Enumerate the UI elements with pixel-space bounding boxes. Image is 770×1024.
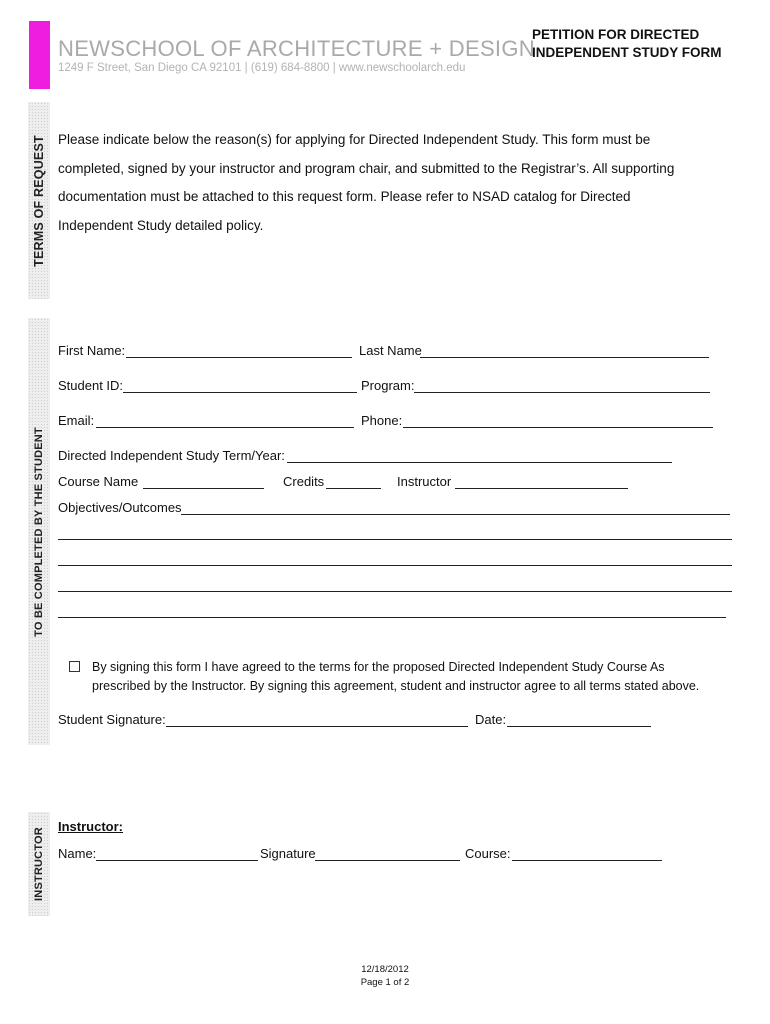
form-title <box>532 26 722 62</box>
first-name-field[interactable] <box>126 357 352 358</box>
form-title-line1: PETITION FOR DIRECTED <box>532 27 700 42</box>
terms-line: Please indicate below the reason(s) for applying for Directed Independent Study. This form must be <box>58 132 651 147</box>
term-year-field[interactable] <box>287 462 672 463</box>
terms-paragraph <box>58 126 674 240</box>
phone-field[interactable] <box>403 427 713 428</box>
phone-label: Phone: <box>361 413 403 428</box>
sidebar-label-instructor: INSTRUCTOR <box>33 827 45 901</box>
footer-page-number: Page 1 of 2 <box>360 977 410 988</box>
term-year-label: Directed Independent Study Term/Year: <box>58 448 285 463</box>
instructor-field[interactable] <box>455 488 628 489</box>
agreement-text-line1: By signing this form I have agreed to the terms for the proposed Directed Independent Study Course As <box>92 660 665 674</box>
course-name-field[interactable] <box>143 488 264 489</box>
instructor-heading: Instructor: <box>58 819 123 834</box>
program-field[interactable] <box>414 392 710 393</box>
agreement-text-line2: prescribed by the Instructor. By signing this agreement, student and instructor agree to all terms stated above. <box>92 679 700 693</box>
sidebar-student-section <box>28 318 50 745</box>
student-id-label: Student ID: <box>58 378 124 393</box>
terms-line: documentation must be attached to this request form. Please refer to NSAD catalog for Directed <box>58 189 631 204</box>
instructor-course-field[interactable] <box>512 860 662 861</box>
objectives-field[interactable] <box>181 514 730 515</box>
terms-line: completed, signed by your instructor and program chair, and submitted to the Registrar’s. All supporting <box>58 160 675 176</box>
last-name-label: Last Name <box>359 343 422 358</box>
last-name-field[interactable] <box>420 357 709 358</box>
course-name-label: Course Name <box>58 474 139 489</box>
form-title-line2: INDEPENDENT STUDY FORM <box>532 45 722 60</box>
sidebar-terms-of-request <box>28 102 50 299</box>
brand-color-bar <box>29 21 50 89</box>
instructor-name-field[interactable] <box>96 860 258 861</box>
instructor-signature-label: Signature <box>260 846 316 861</box>
first-name-label: First Name: <box>58 343 126 358</box>
agreement-checkbox[interactable] <box>69 661 80 672</box>
school-name: NEWSCHOOL OF ARCHITECTURE + DESIGN <box>58 36 535 61</box>
sidebar-label-terms: TERMS OF REQUEST <box>32 134 46 267</box>
footer-date: 12/18/2012 <box>361 964 409 975</box>
credits-field[interactable] <box>326 488 381 489</box>
instructor-signature-field[interactable] <box>315 860 460 861</box>
student-id-field[interactable] <box>123 392 357 393</box>
date-field[interactable] <box>507 726 651 727</box>
date-label: Date: <box>475 712 507 727</box>
program-label: Program: <box>361 378 415 393</box>
objectives-line[interactable] <box>58 539 732 540</box>
instructor-label: Instructor <box>397 474 452 489</box>
objectives-label: Objectives/Outcomes <box>58 500 182 515</box>
objectives-line[interactable] <box>58 617 726 618</box>
objectives-line[interactable] <box>58 591 732 592</box>
student-signature-label: Student Signature: <box>58 712 166 727</box>
school-address: 1249 F Street, San Diego CA 92101 | (619) 684-8800 | www.newschoolarch.edu <box>58 62 466 74</box>
sidebar-instructor-section <box>28 812 50 916</box>
sidebar-label-student: TO BE COMPLETED BY THE STUDENT <box>33 426 45 637</box>
instructor-course-label: Course: <box>465 846 511 861</box>
objectives-line[interactable] <box>58 565 732 566</box>
terms-line: Independent Study detailed policy. <box>58 217 264 233</box>
email-label: Email: <box>58 413 95 428</box>
instructor-name-label: Name: <box>58 846 97 861</box>
credits-label: Credits <box>283 474 325 489</box>
student-signature-field[interactable] <box>166 726 468 727</box>
email-field[interactable] <box>96 427 354 428</box>
